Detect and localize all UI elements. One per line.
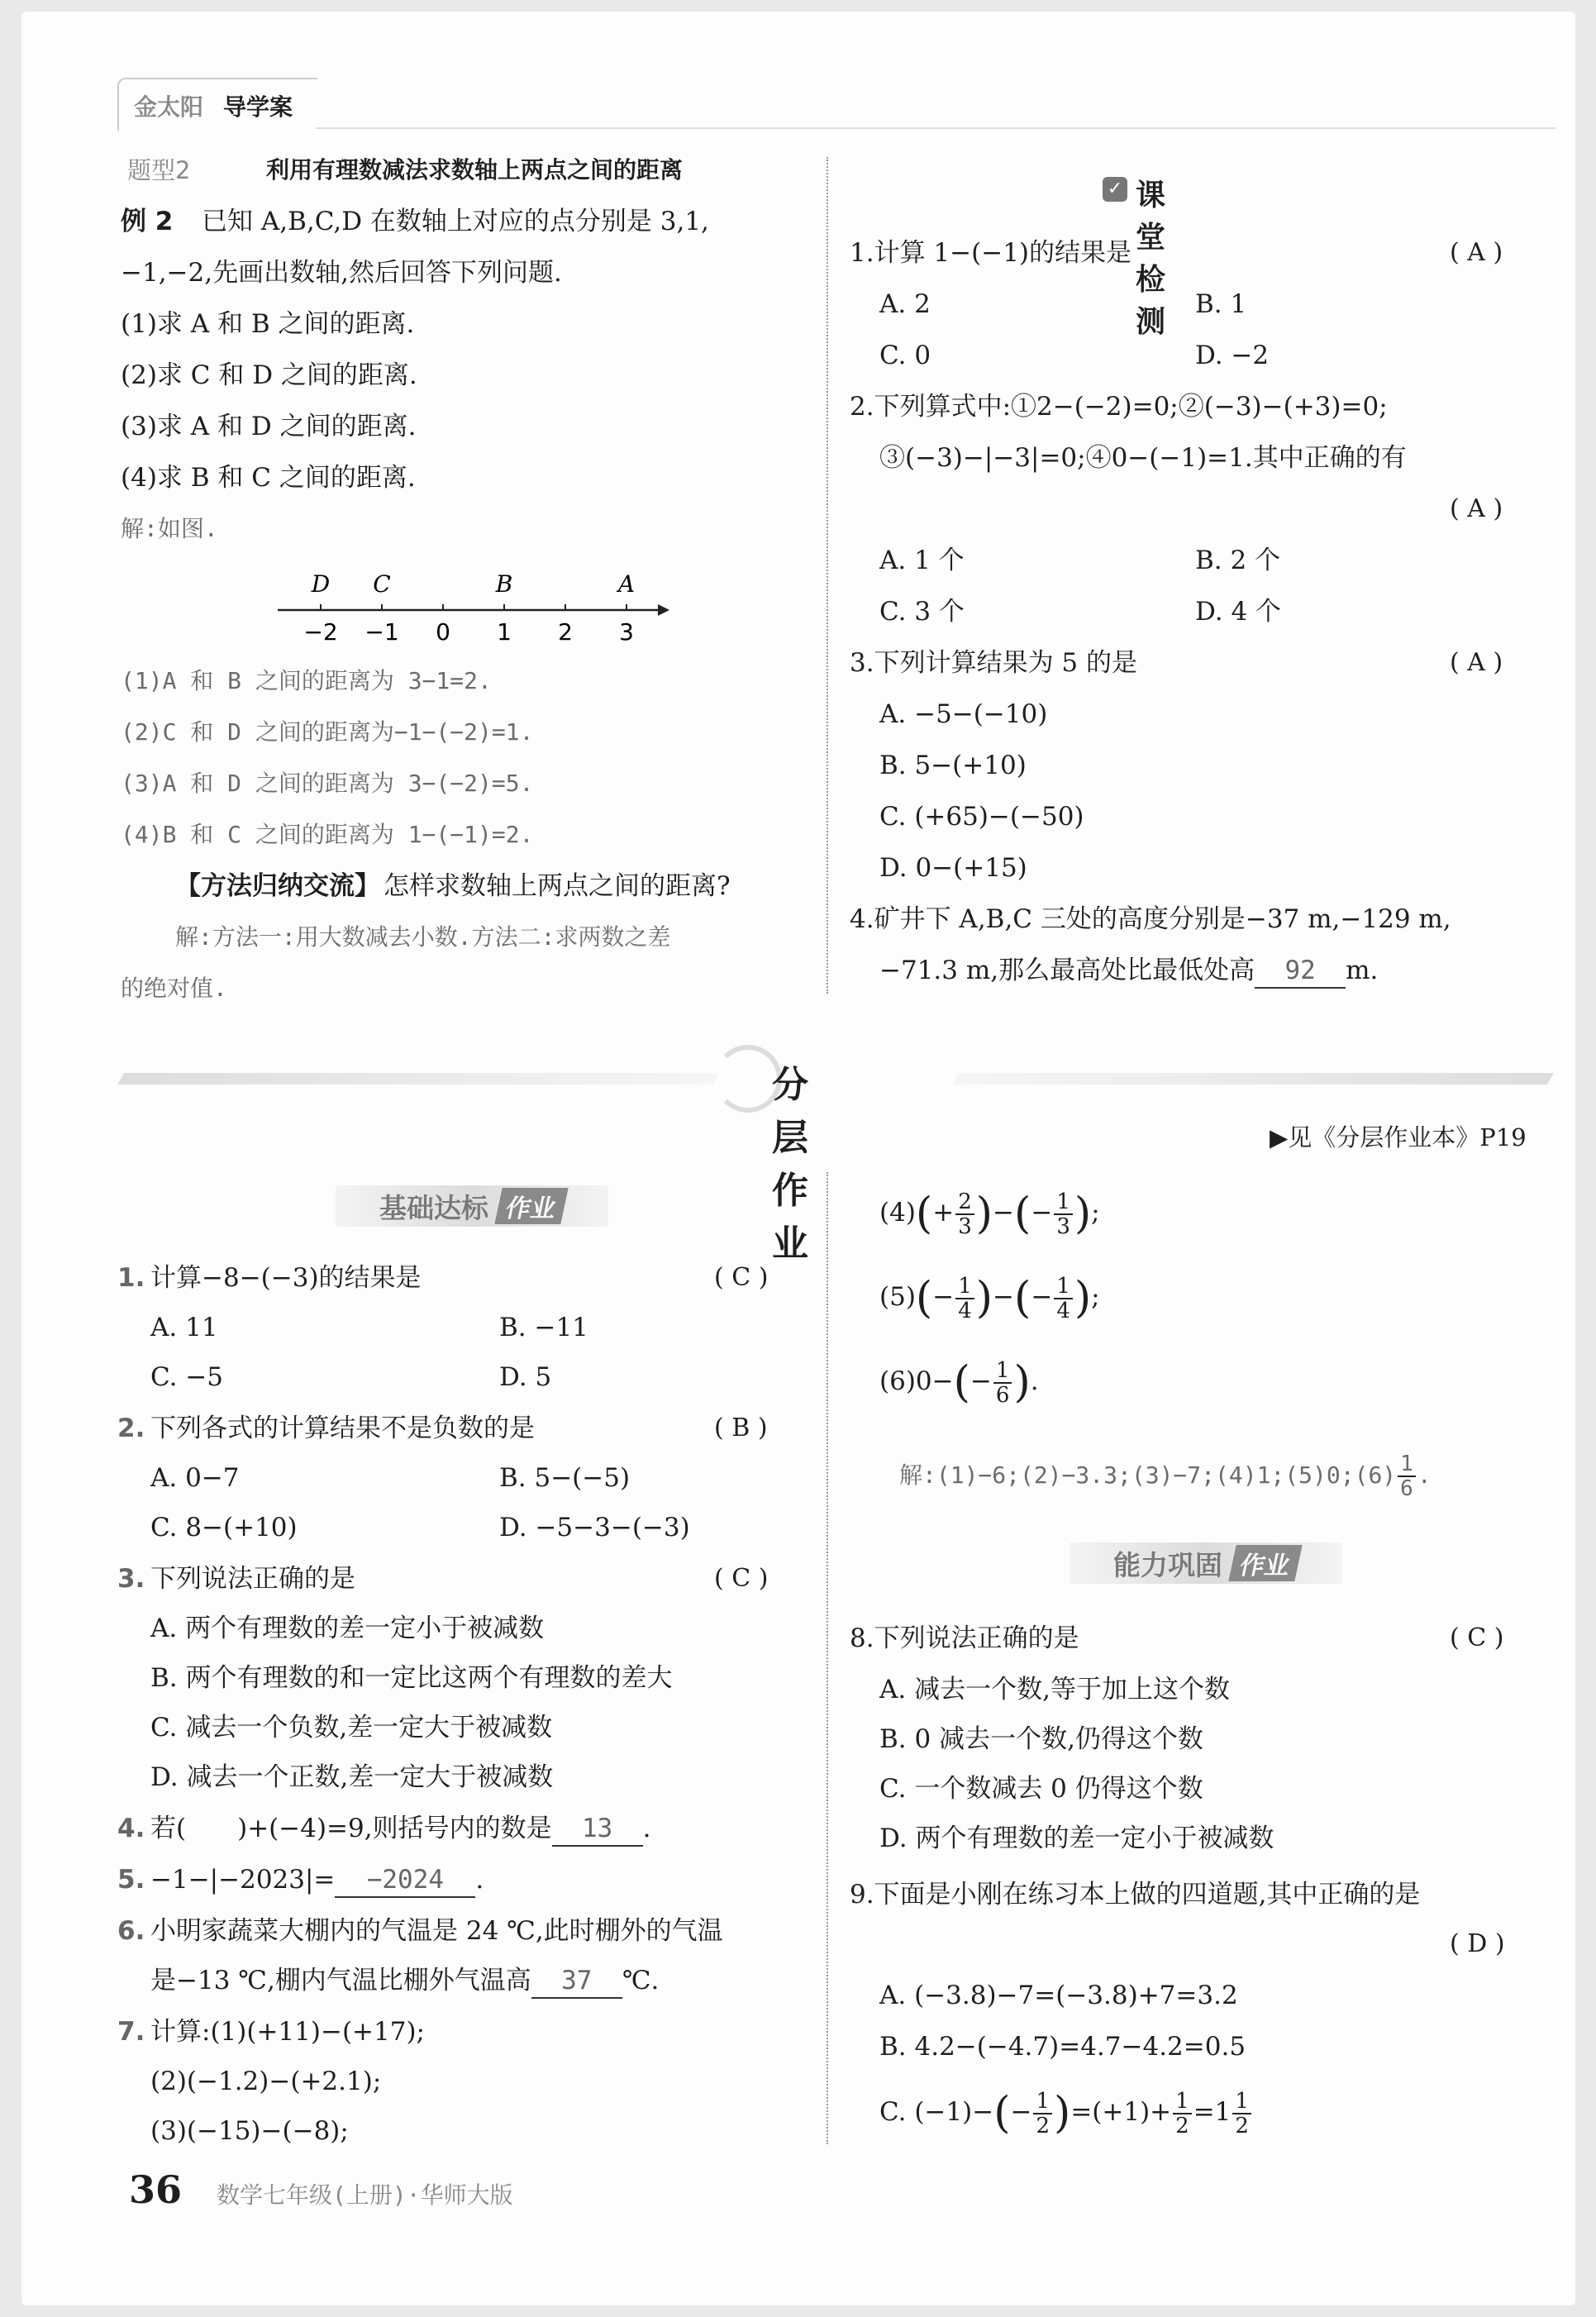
solution-intro: 解:如图. <box>121 515 218 542</box>
basic-q1-answer: ( C ) <box>714 1263 769 1292</box>
calc-4: (4)(+ $\frac{2}{3}$ )−(− $\frac{1}{3}$ ); <box>879 1189 1100 1239</box>
header-subtitle: 导学案 <box>223 93 293 121</box>
fraction-1-4-second: $\frac{1}{4}$ <box>1054 1275 1073 1323</box>
basic-q6-blank: 37 <box>531 1964 622 1999</box>
ability-q9-option-c: C. (−1)−(− $\frac{1}{2}$ )=(+1)+ $\frac{1}{2}$ =1 $\frac{1}{2}$ <box>879 2083 1253 2141</box>
sub-question-4: (4)求 B 和 C 之间的距离. <box>121 463 416 493</box>
method-answer-line-2: 的绝对值. <box>121 975 227 1002</box>
answer-4: (4)B 和 C 之间的距离为 1−(−1)=2. <box>121 821 534 848</box>
basic-q5-text: −1−|−2023|= <box>150 1865 336 1895</box>
axis-tick-label: −2 <box>303 618 338 646</box>
check-q2-line-1: 2.下列算式中:①2−(−2)=0;②(−3)−(+3)=0; <box>850 392 1388 422</box>
ability-q8-option-c: C. 一个数减去 0 仍得这个数 <box>879 1774 1203 1804</box>
basic-q1-option-c: C. −5 <box>150 1362 224 1392</box>
basic-q2-option-d: D. −5−3−(−3) <box>499 1513 690 1542</box>
basic-q3-answer: ( C ) <box>714 1564 769 1593</box>
check-q4-unit: m. <box>1346 956 1379 985</box>
calc-solution-text: 解:(1)−6;(2)−3.3;(3)−7;(4)1;(5)0;(6) <box>899 1461 1397 1489</box>
basic-q1-option-d: D. 5 <box>499 1362 552 1392</box>
basic-q7-line-1: 计算:(1)(+11)−(+17); <box>150 2017 425 2047</box>
q9c-part-1: C. (−1)− <box>879 2097 994 2127</box>
axis-tick-label: −1 <box>364 618 399 646</box>
brand-logo: 金太阳 <box>134 93 204 121</box>
basic-q2-option-c: C. 8−(+10) <box>150 1513 298 1542</box>
axis-tick-label: 1 <box>497 618 512 646</box>
right-deco <box>952 1073 1554 1085</box>
basic-q5-blank: −2024 <box>335 1863 475 1898</box>
axis-tick-label: 0 <box>436 618 450 646</box>
example-line-2: −1,−2,先画出数轴,然后回答下列问题. <box>121 258 562 288</box>
basic-q1: 计算−8−(−3)的结果是 <box>150 1263 422 1293</box>
basic-q6-text: 是−13 ℃,棚内气温比棚外气温高 <box>150 1966 531 1995</box>
check-q3-option-c: C. (+65)−(−50) <box>879 802 1084 832</box>
check-q3-answer: ( A ) <box>1450 648 1503 677</box>
check-q2-option-d: D. 4 个 <box>1195 597 1282 627</box>
check-q2-option-c: C. 3 个 <box>879 597 965 627</box>
check-q2-answer: ( A ) <box>1450 494 1503 523</box>
basic-q7-line-3: (3)(−15)−(−8); <box>150 2116 349 2146</box>
ability-q8-option-a: A. 减去一个数,等于加上这个数 <box>879 1675 1230 1704</box>
page-number: 36 <box>129 2167 183 2212</box>
ability-q8: 8.下列说法正确的是 <box>850 1623 1079 1653</box>
fraction-1-6: $\frac{1}{6}$ <box>993 1359 1012 1407</box>
fraction-2-3: $\frac{2}{3}$ <box>955 1190 974 1238</box>
basic-q4-number: 4. <box>117 1814 145 1843</box>
basic-q7-number: 7. <box>117 2017 145 2047</box>
basic-q2: 下列各式的计算结果不是负数的是 <box>150 1414 535 1443</box>
axis-point-label: A <box>617 570 636 598</box>
calc-6: (6)0−(− $\frac{1}{6}$ ). <box>879 1357 1039 1408</box>
calc-5-label: (5) <box>879 1282 916 1312</box>
basic-q4 <box>150 1812 650 1847</box>
header-rule <box>316 127 1556 129</box>
basic-q5-number: 5. <box>117 1865 145 1895</box>
fraction-1-2: $\frac{1}{2}$ <box>1033 2090 1052 2138</box>
fraction-1-3: $\frac{1}{3}$ <box>1054 1190 1073 1238</box>
check-q1-option-b: B. 1 <box>1195 289 1247 319</box>
ability-q9: 9.下面是小刚在练习本上做的四道题,其中正确的是 <box>850 1880 1421 1909</box>
fraction-1-4: $\frac{1}{4}$ <box>955 1275 974 1323</box>
basic-q6-number: 6. <box>117 1916 145 1946</box>
ability-banner-tag: 作业 <box>1228 1545 1302 1581</box>
check-q1-option-d: D. −2 <box>1195 341 1270 370</box>
basic-q1-number: 1. <box>117 1263 145 1293</box>
example-label: 例 2 <box>121 207 174 236</box>
column-divider-top <box>827 157 828 994</box>
fraction-1-2-second: $\frac{1}{2}$ <box>1173 2090 1192 2138</box>
page <box>21 12 1575 2305</box>
axis-arrow <box>658 604 669 616</box>
check-q2-option-a: A. 1 个 <box>879 546 965 575</box>
ability-q9-answer: ( D ) <box>1450 1929 1505 1958</box>
basic-banner-tag: 作业 <box>494 1188 568 1224</box>
column-divider-bottom <box>827 1172 828 2144</box>
check-q2-option-b: B. 2 个 <box>1195 546 1281 575</box>
ability-banner-label: 能力巩固 <box>1113 1548 1222 1581</box>
calc-6-label: (6)0− <box>879 1366 954 1396</box>
calc-solution: 解:(1)−6;(2)−3.3;(3)−7;(4)1;(5)0;(6) $\frac{1}{6}$ . <box>899 1452 1432 1501</box>
question-type-title: 利用有理数减法求数轴上两点之间的距离 <box>266 156 684 184</box>
check-q4-text: −71.3 m,那么最高处比最低处高 <box>879 956 1255 985</box>
axis-point-label: D <box>311 570 331 598</box>
method-answer-line-1: 解:方法一:用大数减去小数.方法二:求两数之差 <box>175 923 671 951</box>
check-q1-option-a: A. 2 <box>879 289 931 319</box>
example-line-1: 已知 A,B,C,D 在数轴上对应的点分别是 3,1, <box>202 207 709 236</box>
axis-point-label: C <box>373 570 391 598</box>
check-q4-blank: 92 <box>1255 954 1346 989</box>
ability-q8-option-d: D. 两个有理数的差一定小于被减数 <box>879 1824 1274 1853</box>
basic-q3-option-b: B. 两个有理数的和一定比这两个有理数的差大 <box>150 1663 673 1693</box>
q9c-part-3: =1 <box>1193 2097 1232 2127</box>
header <box>117 78 1589 127</box>
method-tag: 【方法归纳交流】 <box>175 871 380 901</box>
sub-question-1: (1)求 A 和 B 之间的距离. <box>121 309 415 339</box>
basic-q3-option-a: A. 两个有理数的差一定小于被减数 <box>150 1614 545 1643</box>
basic-q1-option-b: B. −11 <box>499 1313 588 1342</box>
basic-q4-blank: 13 <box>552 1812 643 1847</box>
axis-tick-label: 2 <box>558 618 573 646</box>
basic-q6-unit: ℃. <box>622 1966 660 1995</box>
basic-q4-period: . <box>642 1814 651 1843</box>
number-line <box>269 559 683 658</box>
basic-banner <box>336 1185 608 1227</box>
basic-q3: 下列说法正确的是 <box>150 1564 355 1594</box>
check-q4-line-1: 4.矿井下 A,B,C 三处的高度分别是−37 m,−129 m, <box>850 904 1451 934</box>
ability-q8-option-b: B. 0 减去一个数,仍得这个数 <box>879 1724 1203 1754</box>
q9c-part-2: =(+1)+ <box>1070 2097 1172 2127</box>
answer-3: (3)A 和 D 之间的距离为 3−(−2)=5. <box>121 770 534 797</box>
ability-q9-option-a: A. (−3.8)−7=(−3.8)+7=3.2 <box>879 1981 1238 2010</box>
basic-q5-period: . <box>475 1865 484 1895</box>
basic-q1-option-a: A. 11 <box>150 1313 218 1342</box>
basic-q7-line-2: (2)(−1.2)−(+2.1); <box>150 2067 382 2096</box>
basic-q2-number: 2. <box>117 1414 145 1443</box>
basic-q5 <box>150 1863 484 1898</box>
basic-q2-answer: ( B ) <box>714 1414 768 1442</box>
basic-q4-text: 若( )+(−4)=9,则括号内的数是 <box>150 1814 552 1843</box>
book-title: 数学七年级(上册)·华师大版 <box>217 2181 513 2209</box>
fraction-1-2-third: $\frac{1}{2}$ <box>1232 2090 1251 2138</box>
answer-2: (2)C 和 D 之间的距离为−1−(−2)=1. <box>121 718 534 746</box>
calc-5: (5)(− $\frac{1}{4}$ )−(− $\frac{1}{4}$ ); <box>879 1273 1100 1323</box>
homework-title: 分层作业 <box>772 1064 808 1265</box>
method-question: 怎样求数轴上两点之间的距离? <box>384 871 731 901</box>
basic-q6-line-2 <box>150 1964 659 1999</box>
check-q4-line-2 <box>879 954 1378 989</box>
ability-banner <box>1070 1542 1342 1584</box>
basic-q3-option-d: D. 减去一个正数,差一定大于被减数 <box>150 1762 554 1792</box>
ability-q9-option-b: B. 4.2−(−4.7)=4.7−4.2=0.5 <box>879 2032 1246 2062</box>
check-q2-line-2: ③(−3)−|−3|=0;④0−(−1)=1.其中正确的有 <box>879 443 1407 473</box>
check-q1-option-c: C. 0 <box>879 341 931 370</box>
check-q3-option-a: A. −5−(−10) <box>879 699 1048 729</box>
check-q3-option-d: D. 0−(+15) <box>879 853 1027 883</box>
basic-q2-option-b: B. 5−(−5) <box>499 1463 631 1493</box>
classroom-check-title: 课堂检测 <box>1136 179 1166 339</box>
basic-q6-line-1: 小明家蔬菜大棚内的气温是 24 ℃,此时棚外的气温 <box>150 1916 723 1946</box>
check-icon: ✓ <box>1103 177 1127 202</box>
check-q3: 3.下列计算结果为 5 的是 <box>850 648 1138 678</box>
axis-ticks <box>303 570 635 646</box>
left-deco <box>117 1073 719 1085</box>
calc-4-label: (4) <box>879 1198 916 1228</box>
solution-fraction: $\frac{1}{6}$ <box>1398 1452 1416 1500</box>
axis-point-label: B <box>495 570 513 598</box>
ability-q8-answer: ( C ) <box>1450 1623 1504 1652</box>
axis-tick-label: 3 <box>619 618 634 646</box>
basic-q3-number: 3. <box>117 1564 145 1594</box>
answer-1: (1)A 和 B 之间的距离为 3−1=2. <box>121 667 492 694</box>
sub-question-2: (2)求 C 和 D 之间的距离. <box>121 360 417 390</box>
homework-reference: ▶见《分层作业本》P19 <box>1270 1123 1527 1151</box>
basic-q3-option-c: C. 减去一个负数,差一定大于被减数 <box>150 1713 553 1743</box>
sub-question-3: (3)求 A 和 D 之间的距离. <box>121 412 417 441</box>
question-type-label: 题型2 <box>127 156 191 184</box>
check-q3-option-b: B. 5−(+10) <box>879 751 1027 780</box>
basic-banner-label: 基础达标 <box>379 1191 488 1224</box>
check-q1-answer: ( A ) <box>1450 238 1503 267</box>
check-q1: 1.计算 1−(−1)的结果是 <box>850 238 1132 268</box>
basic-q2-option-a: A. 0−7 <box>150 1463 240 1493</box>
